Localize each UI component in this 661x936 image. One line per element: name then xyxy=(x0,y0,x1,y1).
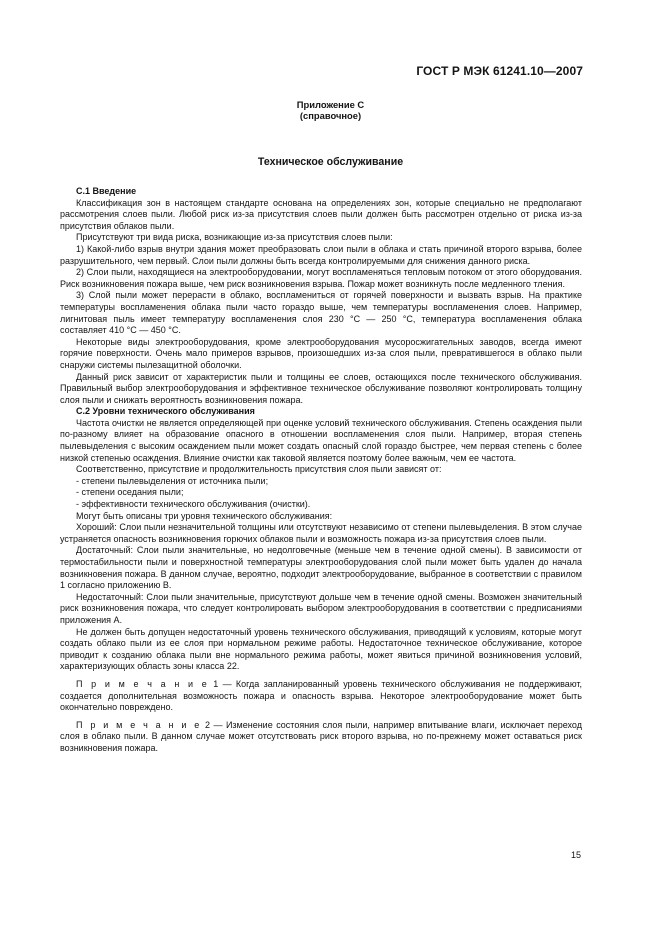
appendix-heading xyxy=(0,99,661,121)
level-fair: Достаточный: Слои пыли значительные, но недолговечные (меньше чем в течение одной смены). В зависимости от термостабильности пыли и поверхностной температуры электрооборудования слой пыли может быть удален до начала возникновения пожара. В данном случае, вероятно, подходит электрооборудование, выбранное в соответствии с правилом 1 согласно приложению В. xyxy=(60,545,582,591)
section-heading-intro: С.1 Введение xyxy=(76,186,137,196)
list-item: - степени оседания пыли; xyxy=(76,487,184,498)
document-code: ГОСТ Р МЭК 61241.10—2007 xyxy=(416,64,583,78)
paragraph: Классификация зон в настоящем стандарте основана на определениях зон, которые специально не предполагают рассмотрения слоев пыли. Любой риск из-за присутствия слоев пыли должен быть рассмотрен отдельно от риска из-за присутствия облаков пыли. xyxy=(60,197,582,231)
list-item: 3) Слой пыли может перерасти в облако, воспламениться от горячей поверхности и вызвать взрыв. На практике температуры воспламенения облака пыли часто гораздо выше, чем температуры воспламенения слоев. Например, лигнитовая пыль имеет температуру воспламенения слоя 230 °С — 250 °С, температура воспламенения облака составляет 410 °С — 450 °С. xyxy=(60,290,582,336)
note-label: П р и м е ч а н и е xyxy=(76,719,202,730)
appendix-label: Приложение С xyxy=(296,99,365,110)
note-2 xyxy=(60,720,582,755)
note-1 xyxy=(60,679,582,714)
page-title: Техническое обслуживание xyxy=(257,156,404,168)
page-number: 15 xyxy=(570,850,581,860)
note-text: 1 — Когда запланированный уровень технического обслуживания не поддерживают, создается дополнительная возможность пожара и опасность взрыва. Некоторое электрооборудование может быть окончательно повреждено. xyxy=(60,678,582,713)
paragraph: Соответственно, присутствие и продолжительность присутствия слоя пыли зависят от: xyxy=(76,464,442,475)
appendix-sublabel: (справочное) xyxy=(299,110,362,121)
document-body xyxy=(60,186,582,755)
list-item: 2) Слои пыли, находящиеся на электрооборудовании, могут воспламеняться тепловым потоком от этого оборудования. Риск возникновения пожара выше, чем риск возникновения взрыва. Пожар может возникнуть после медленного тления. xyxy=(60,267,582,289)
section-heading-levels: С.2 Уровни технического обслуживания xyxy=(76,406,255,417)
paragraph: Не должен быть допущен недостаточный уровень технического обслуживания, приводящий к условиям, которые могут создать облако пыли из ее слоя при нормальном режиме работы. Недостаточное техническое обслуживание, которое приводит к созданию облака пыли вне нормального режима работы, может явиться причиной возникновения условий, характеризующих область зоны класса 22. xyxy=(60,626,582,672)
note-text: 2 — Изменение состояния слоя пыли, например впитывание влаги, исключает переход слоя в облако пыли. В данном случае может отсутствовать риск второго взрыва, но по-прежнему может оставаться риск возникновения пожара. xyxy=(60,719,582,753)
paragraph: Присутствуют три вида риска, возникающие из-за присутствия слоев пыли: xyxy=(76,232,393,243)
paragraph: Частота очистки не является определяющей при оценке условий технического обслуживания. Степень осаждения пыли по-разному влияет на образование опасного в отношении воспламенения слоя пыли. Например, вторая степень пылевыделения с высоким осаждением пыли может создать опасный слой гораздо быстрее, чем первая степень с более низкой степенью осаждения. Влияние очистки как таковой является поэтому более важным, чем ее частота. xyxy=(60,417,582,463)
list-item: - эффективности технического обслуживания (очистки). xyxy=(76,499,311,510)
paragraph: Данный риск зависит от характеристик пыли и толщины ее слоев, остающихся после технического обслуживания. Правильный выбор электрооборудования и эффективное техническое обслуживание позволяют контролировать толщину слоя пыли и снижать вероятность возникновения пожара. xyxy=(60,371,582,405)
list-item: - степени пылевыделения от источника пыли; xyxy=(76,475,269,486)
note-label: П р и м е ч а н и е xyxy=(76,678,209,689)
level-good: Хороший: Слои пыли незначительной толщины или отсутствуют независимо от степени пылевыделения. В этом случае устраняется опасность возникновения горючих облаков пыли и возможность пожара из-за присутствия слоев пыли. xyxy=(60,522,582,544)
paragraph: Могут быть описаны три уровня технического обслуживания: xyxy=(76,510,333,521)
paragraph: Некоторые виды электрооборудования, кроме электрооборудования мусоросжигательных заводов, всегда имеют горячие поверхности. Очень мало примеров взрывов, произошедших из-за слоя пыли, превратившегося в облако пыли снаружи системы пылезащитной оболочки. xyxy=(60,336,582,370)
level-poor: Недостаточный: Слои пыли значительные, присутствуют дольше чем в течение одной смены. Возможен значительный риск возникновения пожара, что следует контролировать выбором электрооборудования в соответствии с предписаниями приложения А. xyxy=(60,591,582,625)
list-item: 1) Какой-либо взрыв внутри здания может преобразовать слои пыли в облака и стать причиной второго взрыва, более разрушительного, чем первый. Слои пыли должны быть всегда контролируемыми для снижения данного риска. xyxy=(60,243,582,266)
